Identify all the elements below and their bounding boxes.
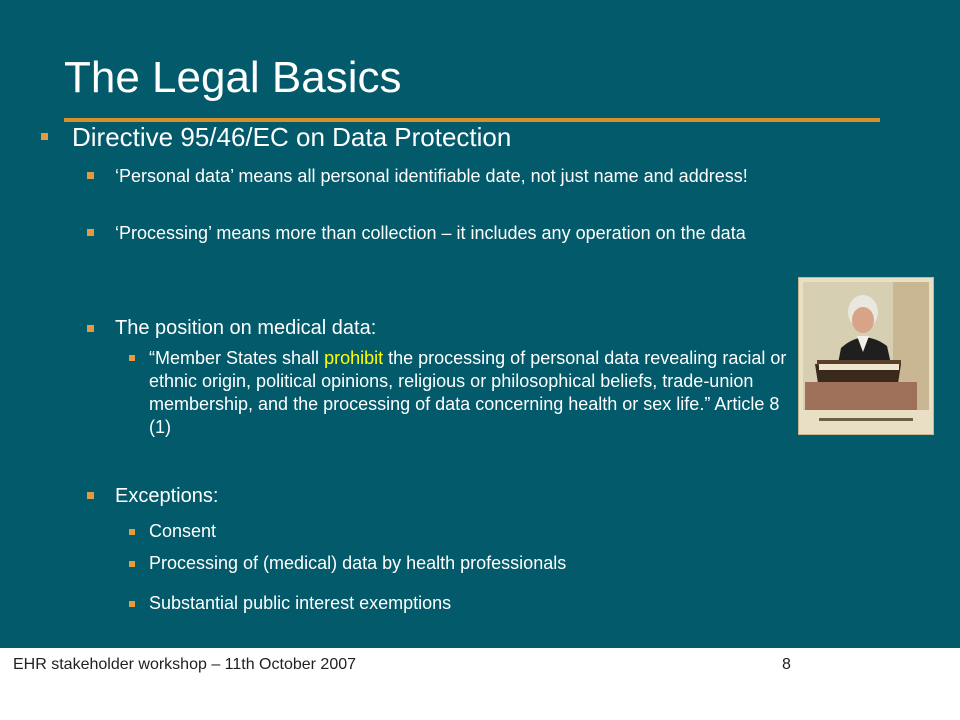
bullet-processing-medical: Processing of (medical) data by health professionals xyxy=(149,553,567,573)
footer-text: EHR stakeholder workshop – 11th October 2007 xyxy=(13,656,357,673)
bullet-consent: Consent xyxy=(149,521,217,541)
bullet-marker xyxy=(41,133,48,140)
bullet-marker xyxy=(129,355,135,361)
bullet-exceptions: Exceptions: xyxy=(115,485,219,507)
bullet-marker xyxy=(87,492,94,499)
page-number: 8 xyxy=(782,656,791,673)
judge-portrait-image xyxy=(798,277,934,435)
footer xyxy=(0,648,960,720)
quote-highlight-prohibit: prohibit xyxy=(324,348,384,368)
bullet-position: The position on medical data: xyxy=(115,317,377,339)
bullet-marker xyxy=(87,325,94,332)
quote-text-after: the processing of personal data revealing racial or ethnic origin, political opinions, religious or philosophical beliefs, trade-union membership, and the processing of data concerning health or sex life.” Article 8 (1) xyxy=(149,348,787,437)
bullet-marker xyxy=(129,529,135,535)
bullet-marker xyxy=(87,172,94,179)
bullet-marker xyxy=(87,229,94,236)
bullet-processing: ‘Processing’ means more than collection – it includes any operation on the data xyxy=(115,223,746,243)
bullet-directive: Directive 95/46/EC on Data Protection xyxy=(72,122,512,152)
bullet-marker xyxy=(129,561,135,567)
bullet-marker xyxy=(129,601,135,607)
bullet-personal-data: ‘Personal data’ means all personal identifiable date, not just name and address! xyxy=(115,166,748,186)
bullet-quote xyxy=(149,347,789,439)
bullet-public-interest: Substantial public interest exemptions xyxy=(149,593,452,613)
slide-title: The Legal Basics xyxy=(64,53,402,102)
quote-text-before: “Member States shall xyxy=(149,348,325,368)
